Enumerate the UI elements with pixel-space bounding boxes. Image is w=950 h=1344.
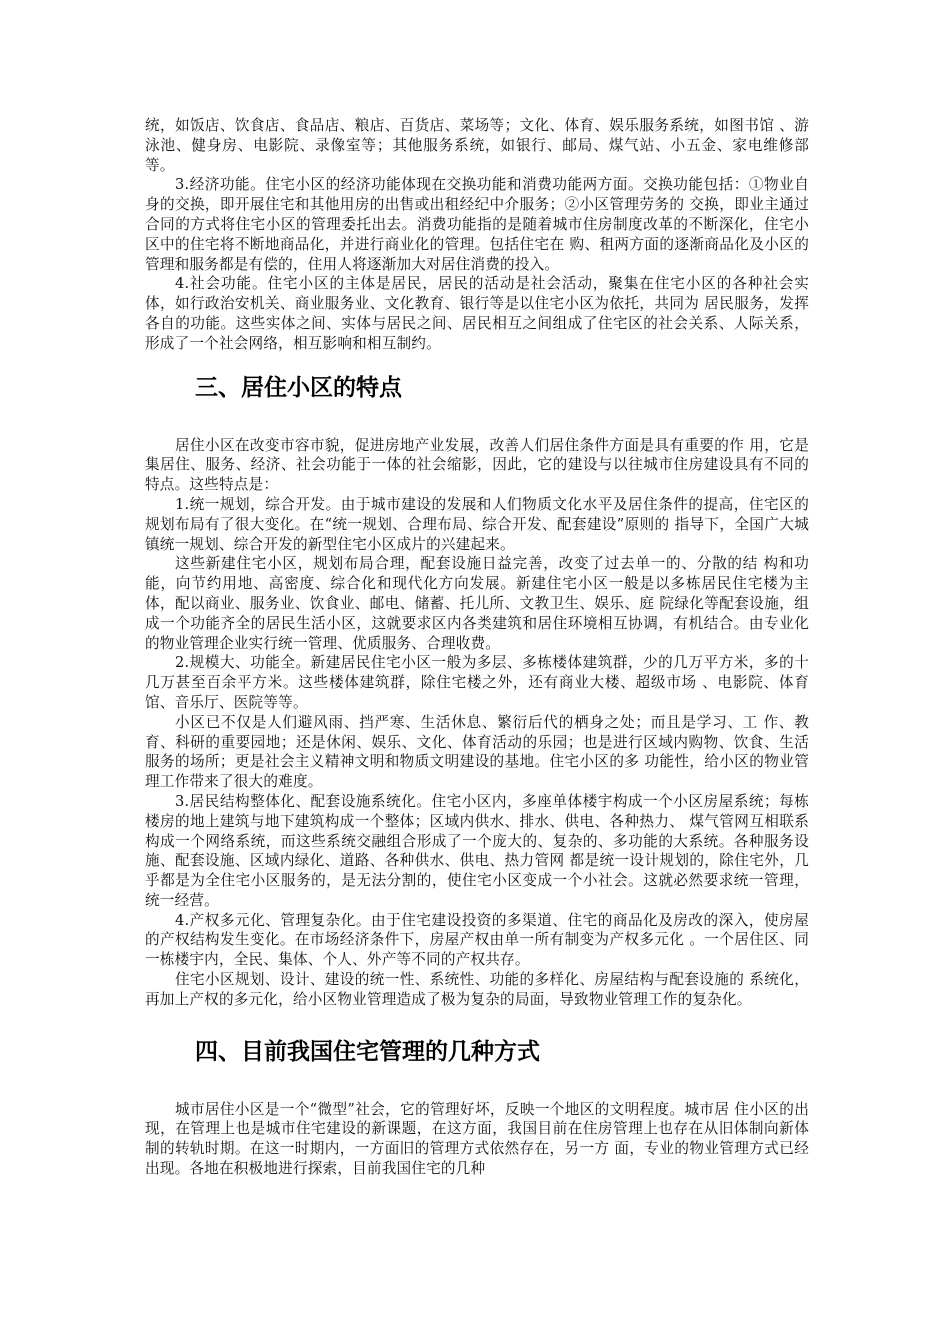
document-page xyxy=(145,116,809,1179)
section-heading-4: 四、目前我国住宅管理的几种方式 xyxy=(195,1038,540,1065)
section-heading-3: 三、居住小区的特点 xyxy=(195,374,402,401)
paragraph-feature-1: 1.统一规划，综合开发。由于城市建设的发展和人们物质文化水平及居住条件的提高，住宅区的规划布局有了很大变化。在“统一规划、合理布局、综合开发、配套建设”原则的 指导下，全国广大城镇统一规划、综合开发的新型住宅小区成片的兴建起来。 xyxy=(145,495,809,553)
paragraph-feature-2: 2.规模大、功能全。新建居民住宅小区一般为多层、多栋楼体建筑群，少的几万平方米，多的十几万甚至百余平方米。这些楼体建筑群，除住宅楼之外，还有商业大楼、超级市场 、电影院、体育馆、音乐厅、医院等等。 xyxy=(145,654,809,711)
paragraph-management-intro: 城市居住小区是一个“微型”社会，它的管理好坏，反映一个地区的文明程度。城市居 住小区的出现，在管理上也是城市住宅建设的新课题，在这方面，我国目前在住房管理上也存在从旧体制向新体制的转轨时期。在这一时期内，一方面旧的管理方式依然存在，另一方 面，专业的物业管理方式已经出现。各地在积极地进行探索，目前我国住宅的几种 xyxy=(145,1100,809,1178)
paragraph-feature-2-detail: 小区已不仅是人们避风雨、挡严寒、生活休息、繁衍后代的栖身之处；而且是学习、工 作、教育、科研的重要园地；还是休闲、娱乐、文化、体育活动的乐园；也是进行区域内购物、饮食、生活服务的场所；更是社会主义精神文明和物质文明建设的基地。住宅小区的多 功能性，给小区的物业管理工作带来了很大的难度。 xyxy=(145,713,809,791)
paragraph-features-summary: 住宅小区规划、设计、建设的统一性、系统性、功能的多样化、房屋结构与配套设施的 系统化，再加上产权的多元化，给小区物业管理造成了极为复杂的局面，导致物业管理工作的复杂化。 xyxy=(145,971,809,1008)
paragraph-economic-function: 3.经济功能。住宅小区的经济功能体现在交换功能和消费功能两方面。交换功能包括：①物业自身的交换，即开展住宅和其他用房的出售或出租经纪中介服务；②小区管理劳务的 交换，即业主通过合同的方式将住宅小区的管理委托出去。消费功能指的是随着城市住房制度改革的不断深化，住宅小区中的住宅将不断地商品化，并进行商业化的管理。包括住宅在 购、租两方面的逐渐商品化及小区的管理和服务都是有偿的，住用人将逐渐加大对居住消费的投入。 xyxy=(145,176,809,273)
paragraph-intro-features: 居住小区在改变市容市貌，促进房地产业发展，改善人们居住条件方面是具有重要的作 用，它是集居住、服务、经济、社会功能于一体的社会缩影，因此，它的建设与以往城市住房建设具有不同的特点。这些特点是： xyxy=(145,436,809,494)
paragraph-social-function: 4.社会功能。住宅小区的主体是居民，居民的活动是社会活动，聚集在住宅小区的各种社会实体，如行政治安机关、商业服务业、文化教育、银行等是以住宅小区为依托，共同为 居民服务，发挥各自的功能。这些实体之间、实体与居民之间、居民相互之间组成了住宅区的社会关系、人际关系，形成了一个社会网络，相互影响和相互制约。 xyxy=(145,275,809,352)
paragraph-feature-4: 4.产权多元化、管理复杂化。由于住宅建设投资的多渠道、住宅的商品化及房改的深入，使房屋的产权结构发生变化。在市场经济条件下，房屋产权由单一所有制变为产权多元化 。一个居住区、同一栋楼宇内，全民、集体、个人、外产等不同的产权共存。 xyxy=(145,911,809,969)
paragraph-feature-3: 3.居民结构整体化、配套设施系统化。住宅小区内，多座单体楼宇构成一个小区房屋系统；每栋楼房的地上建筑与地下建筑构成一个整体；区域内供水、排水、供电、各种热力、 煤气管网互相联系构成一个网络系统，而这些系统交融组合形成了一个庞大的、复杂的、多功能的大系统。各种服务设施、配套设施、区域内绿化、道路、各种供水、供电、热力管网 都是统一设计规划的，除住宅外，几乎都是为全住宅小区服务的，是无法分割的，使住宅小区变成一个小社会。这就必然要求统一管理，统一经营。 xyxy=(145,792,809,909)
paragraph-feature-1-detail: 这些新建住宅小区，规划布局合理，配套设施日益完善，改变了过去单一的、分散的结 构和功能，向节约用地、高密度、综合化和现代化方向发展。新建住宅小区一般是以多栋居民住宅楼为主体，配以商业、服务业、饮食业、邮电、储蓄、托儿所、文教卫生、娱乐、庭 院绿化等配套设施，组成一个功能齐全的居民生活小区，这就要求区内各类建筑和居住环境相互协调，有机结合。由专业化的物业管理企业实行统一管理、优质服务、合理收费。 xyxy=(145,555,809,652)
paragraph-services-continued: 统，如饭店、饮食店、食品店、粮店、百货店、菜场等；文化、体育、娱乐服务系统，如图书馆 、游泳池、健身房、电影院、录像室等；其他服务系统，如银行、邮局、煤气站、小五金、家电维修部等。 xyxy=(145,117,809,174)
